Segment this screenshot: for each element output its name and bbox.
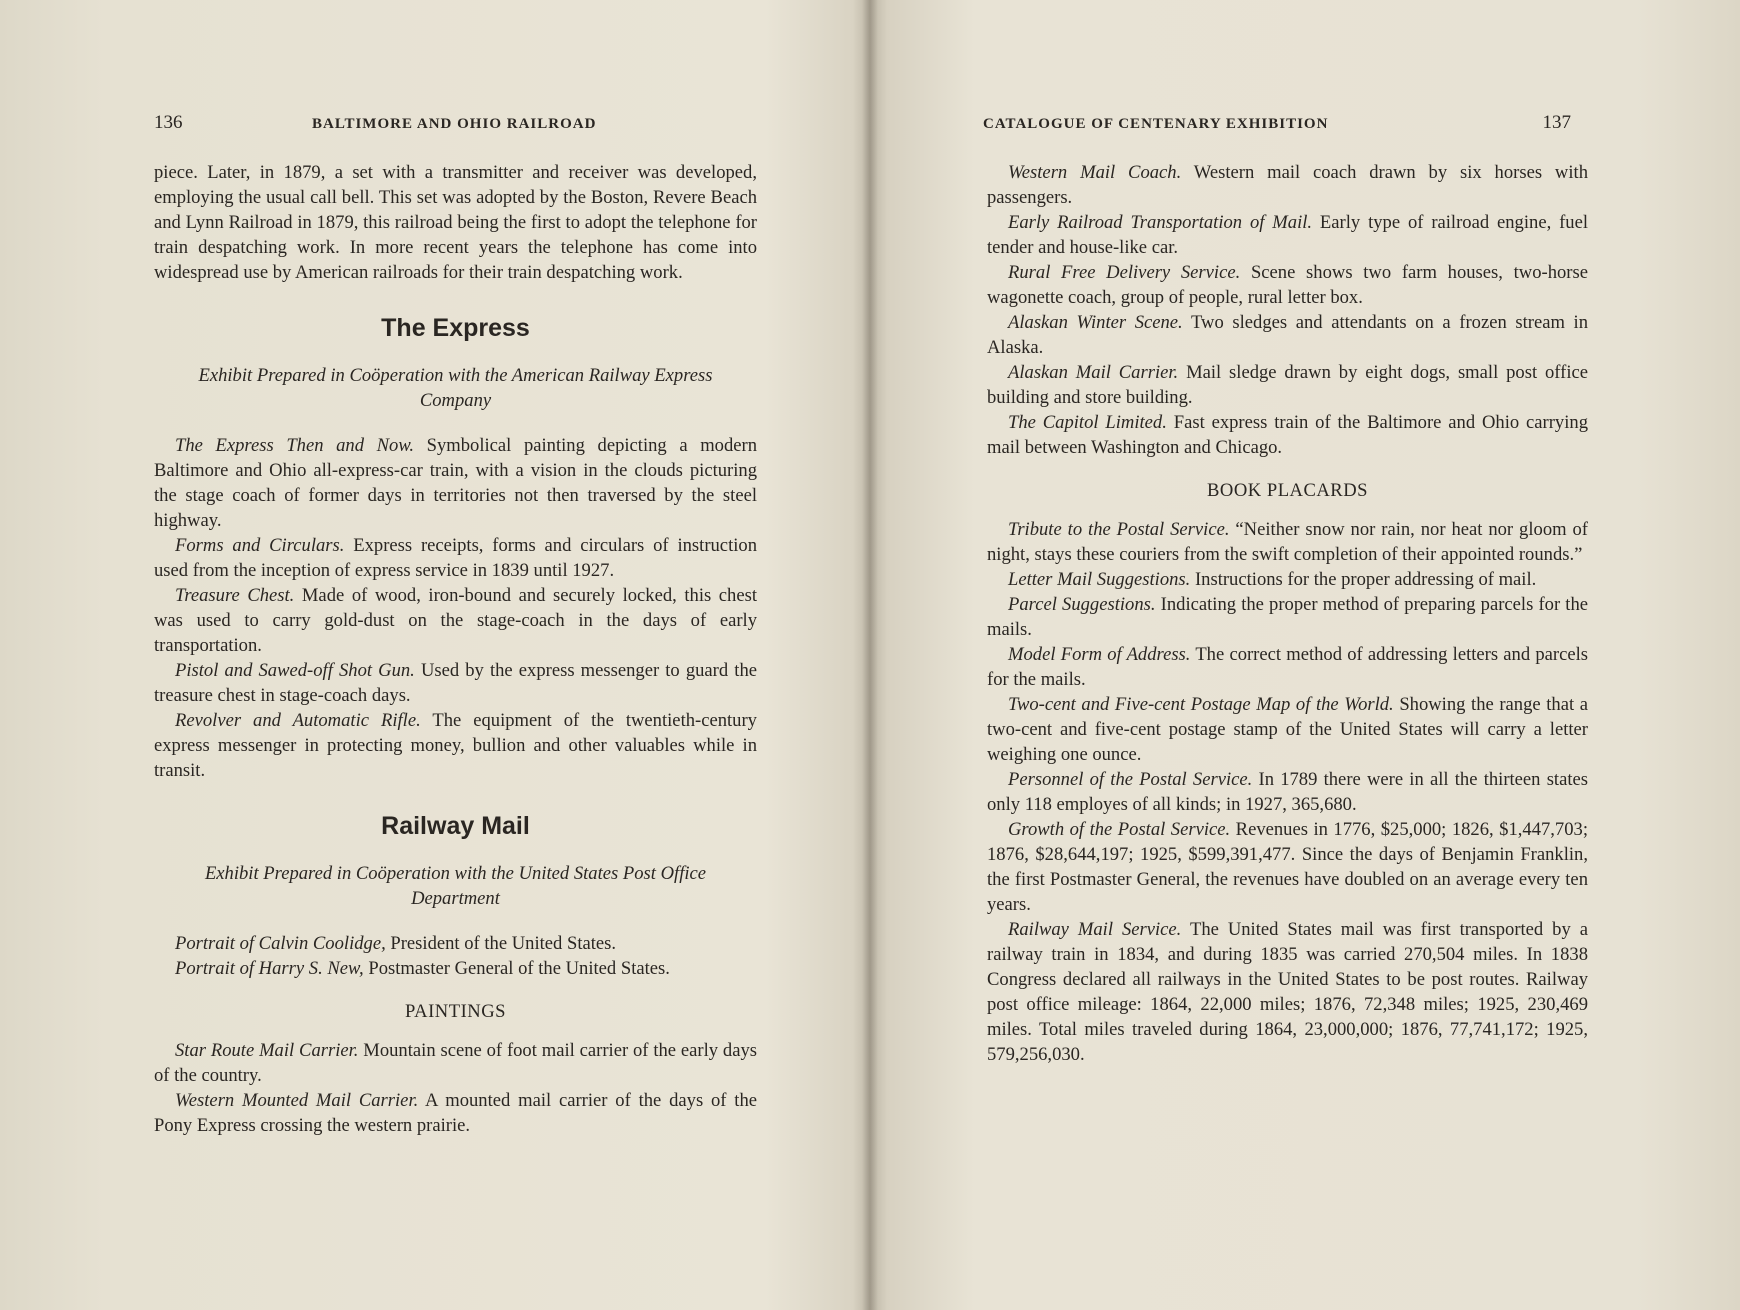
entry-text: The equipment of the twentieth-century express messenger in protecting money, bullion and other valuables while in transit. <box>154 710 757 781</box>
entry-text: Showing the range that a two-cent and five-cent postage stamp of the United States will carry a letter weighing one ounce. <box>987 694 1588 765</box>
entry-title: Alaskan Mail Carrier. <box>1008 362 1179 383</box>
entry-title: Star Route Mail Carrier. <box>175 1040 359 1061</box>
catalogue-entry <box>154 433 757 533</box>
catalogue-entry <box>154 708 757 783</box>
entry-title: Growth of the Postal Service. <box>1008 819 1231 840</box>
entry-title: Treasure Chest. <box>175 585 295 606</box>
entry-text: Instructions for the proper addressing of mail. <box>1190 569 1537 590</box>
catalogue-entry <box>987 917 1588 1067</box>
running-head-title: CATALOGUE OF CENTENARY EXHIBITION <box>983 116 1329 132</box>
catalogue-entry <box>987 567 1588 592</box>
entry-title: Western Mounted Mail Carrier. <box>175 1090 419 1111</box>
catalogue-entry <box>987 310 1588 360</box>
entry-text: The correct method of addressing letters and parcels for the mails. <box>987 644 1589 690</box>
catalogue-entry <box>987 210 1588 260</box>
section-subtitle-railway-mail: Exhibit Prepared in Coöperation with the United States Post Office Department <box>204 863 707 909</box>
entry-title: Early Railroad Transportation of Mail. <box>1008 212 1313 233</box>
subsection-heading-book-placards: BOOK PLACARDS <box>1207 480 1368 501</box>
running-head-left <box>154 112 754 140</box>
page-number: 137 <box>1542 112 1571 133</box>
entry-title: The Capitol Limited. <box>1008 412 1167 433</box>
entry-text: Revenues in 1776, $25,000; 1826, $1,447,703; 1876, $28,644,197; 1925, $599,391,477. Since the days of Benjamin Franklin, the first Postmaster General, the revenues have doubled on an average every ten years. <box>987 819 1588 915</box>
catalogue-entry <box>987 642 1588 692</box>
catalogue-entry <box>987 160 1588 210</box>
catalogue-entry <box>987 410 1588 460</box>
entry-text: In 1789 there were in all the thirteen states only 118 employes of all kinds; in 1927, 365,680. <box>987 769 1588 815</box>
catalogue-entry <box>154 1088 757 1138</box>
catalogue-entry <box>987 767 1588 817</box>
section-subtitle-express: Exhibit Prepared in Coöperation with the American Railway Express Company <box>198 365 713 411</box>
catalogue-entry <box>987 517 1588 567</box>
entry-title: Rural Free Delivery Service. <box>1008 262 1241 283</box>
entry-title: Forms and Circulars. <box>175 535 345 556</box>
entry-title: Railway Mail Service. <box>1008 919 1182 940</box>
catalogue-entry <box>987 360 1588 410</box>
catalogue-entry <box>987 692 1588 767</box>
entry-title: Western Mail Coach. <box>1008 162 1182 183</box>
entry-title: Tribute to the Postal Service. <box>1008 519 1230 540</box>
catalogue-entry <box>154 533 757 583</box>
catalogue-entry <box>154 1038 757 1088</box>
entry-text: A mounted mail carrier of the days of the Pony Express crossing the western prairie. <box>154 1090 757 1136</box>
entry-text: “Neither snow nor rain, nor heat nor gloom of night, stays these couriers from the swift completion of their appointed rounds.” <box>987 519 1588 565</box>
entry-text: Used by the express messenger to guard the treasure chest in stage-coach days. <box>154 660 758 706</box>
catalogue-entry <box>154 658 757 708</box>
entry-title: Model Form of Address. <box>1008 644 1191 665</box>
running-head-title: BALTIMORE AND OHIO RAILROAD <box>312 116 597 132</box>
catalogue-entry <box>987 592 1588 642</box>
entry-text: Early type of railroad engine, fuel tender and house-like car. <box>987 212 1589 258</box>
entry-text: Indicating the proper method of preparing parcels for the mails. <box>987 594 1588 640</box>
entry-title: Portrait of Harry S. New, <box>175 958 364 979</box>
section-heading-railway-mail: Railway Mail <box>381 812 530 840</box>
catalogue-entry <box>987 817 1588 917</box>
entry-text: Fast express train of the Baltimore and Ohio carrying mail between Washington and Chicago. <box>987 412 1588 458</box>
entry-title: Personnel of the Postal Service. <box>1008 769 1253 790</box>
entry-title: Portrait of Calvin Coolidge, <box>175 933 386 954</box>
entry-text: Mountain scene of foot mail carrier of the early days of the country. <box>154 1040 757 1086</box>
entry-text: Two sledges and attendants on a frozen stream in Alaska. <box>987 312 1589 358</box>
entry-text: Western mail coach drawn by six horses with passengers. <box>987 162 1588 208</box>
entry-text: Scene shows two farm houses, two-horse wagonette coach, group of people, rural letter box. <box>987 262 1588 308</box>
entry-title: Two-cent and Five-cent Postage Map of the World. <box>1008 694 1394 715</box>
intro-paragraph: piece. Later, in 1879, a set with a transmitter and receiver was developed, employing the usual call bell. This set was adopted by the Boston, Revere Beach and Lynn Railroad in 1879, this railroad being the first to adopt the telephone for train despatching work. In more recent years the telephone has come into widespread use by American railroads for their train despatching work. <box>154 162 757 283</box>
entry-text: The United States mail was first transported by a railway train in 1834, and during 1835 was carried 270,504 miles. In 1838 Congress declared all railways in the United States to be post routes. Railway post office mileage: 1864, 22,000 miles; 1876, 72,348 miles; 1925, 230,469 miles. Total miles traveled during 1864, 23,000,000; 1876, 77,741,172; 1925, 579,256,030. <box>987 919 1588 1065</box>
running-head-right <box>983 112 1583 140</box>
catalogue-entry <box>154 583 757 658</box>
catalogue-entry <box>154 956 757 981</box>
entry-text: Symbolical painting depicting a modern Baltimore and Ohio all-express-car train, with a vision in the clouds picturing the stage coach of former days in territories not then traversed by the steel highway. <box>154 435 758 531</box>
entry-title: Pistol and Sawed-off Shot Gun. <box>175 660 415 681</box>
entry-title: Alaskan Winter Scene. <box>1008 312 1183 333</box>
section-heading-express: The Express <box>381 314 530 342</box>
page-number: 136 <box>154 112 183 133</box>
entry-title: Letter Mail Suggestions. <box>1008 569 1191 590</box>
entry-text: Mail sledge drawn by eight dogs, small post office building and store building. <box>987 362 1588 408</box>
entry-text: Postmaster General of the United States. <box>363 958 670 979</box>
left-page-body <box>154 160 757 1138</box>
catalogue-entry <box>987 260 1588 310</box>
entry-title: Revolver and Automatic Rifle. <box>175 710 421 731</box>
entry-text: Express receipts, forms and circulars of instruction used from the inception of express service in 1839 until 1927. <box>154 535 757 581</box>
subsection-heading-paintings: PAINTINGS <box>405 1001 506 1022</box>
entry-title: The Express Then and Now. <box>175 435 415 456</box>
right-page <box>870 0 1740 1310</box>
entry-text: Made of wood, iron-bound and securely locked, this chest was used to carry gold-dust on the stage-coach in the days of early transportation. <box>154 585 757 656</box>
entry-text: President of the United States. <box>385 933 617 954</box>
catalogue-entry <box>154 931 757 956</box>
right-page-body <box>987 160 1588 1067</box>
entry-title: Parcel Suggestions. <box>1008 594 1156 615</box>
